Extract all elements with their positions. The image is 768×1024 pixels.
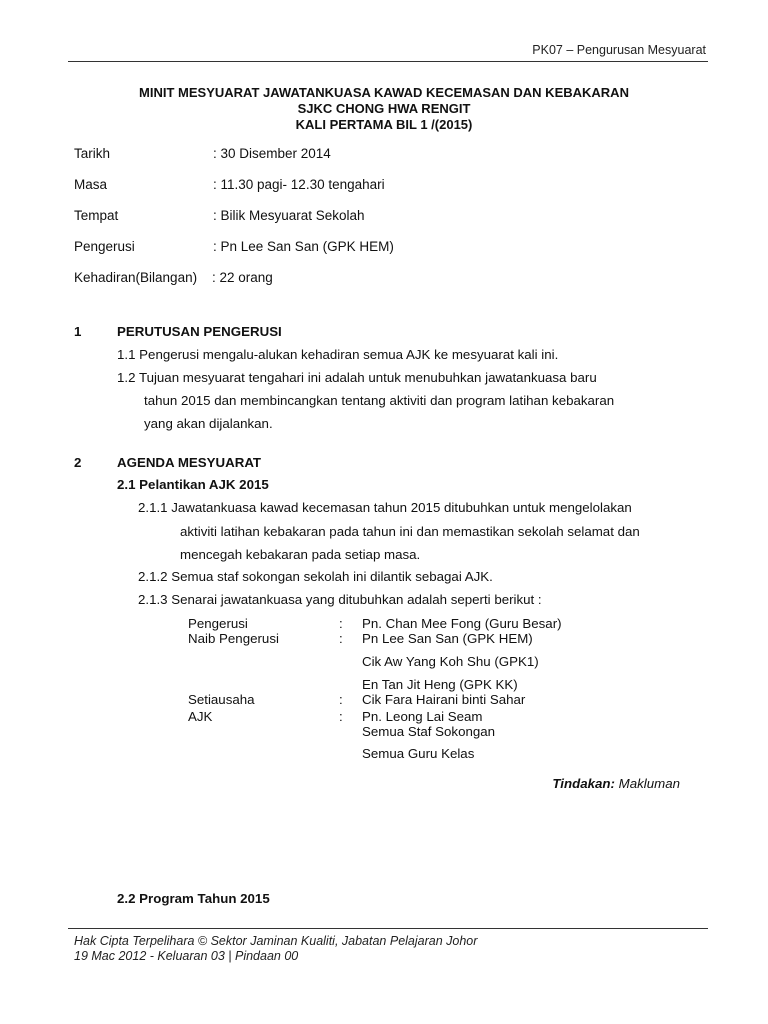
doc-title-line3: KALI PERTAMA BIL 1 /(2015) bbox=[295, 117, 473, 132]
header-rule bbox=[68, 61, 708, 62]
committee-role-pengerusi: Pengerusi bbox=[188, 616, 248, 631]
action-value: Makluman bbox=[614, 776, 680, 791]
action-label: Tindakan: bbox=[552, 776, 615, 791]
info-label-kehadiran: Kehadiran(Bilangan) bbox=[74, 270, 198, 285]
section2-heading: AGENDA MESYUARAT bbox=[117, 455, 262, 470]
committee-name-naib-2: Cik Aw Yang Koh Shu (GPK1) bbox=[362, 654, 539, 669]
footer-copyright: Hak Cipta Terpelihara © Sektor Jaminan Kualiti, Jabatan Pelajaran Johor bbox=[74, 934, 478, 948]
item-2-1-1-line1: 2.1.1 Jawatankuasa kawad kecemasan tahun 2015 ditubuhkan untuk mengelolakan bbox=[138, 500, 632, 515]
action-line bbox=[552, 776, 680, 791]
committee-colon: : bbox=[339, 709, 343, 724]
info-value-kehadiran: : 22 orang bbox=[212, 270, 273, 285]
committee-role-setiausaha: Setiausaha bbox=[188, 692, 255, 707]
info-label-pengerusi: Pengerusi bbox=[74, 239, 135, 254]
info-label-tarikh: Tarikh bbox=[74, 146, 111, 161]
section1-item-1-2-line2: tahun 2015 dan membincangkan tentang aktiviti dan program latihan kebakaran bbox=[144, 393, 615, 408]
footer-rule bbox=[68, 928, 708, 929]
doc-title-line1: MINIT MESYUARAT JAWATANKUASA KAWAD KECEMASAN DAN KEBAKARAN bbox=[139, 85, 629, 100]
committee-name-naib-3: En Tan Jit Heng (GPK KK) bbox=[362, 677, 518, 692]
footer-version: 19 Mac 2012 - Keluaran 03 | Pindaan 00 bbox=[74, 949, 299, 963]
section2-number: 2 bbox=[74, 455, 82, 470]
item-2-1-2: 2.1.2 Semua staf sokongan sekolah ini dilantik sebagai AJK. bbox=[138, 569, 493, 584]
committee-colon: : bbox=[339, 631, 343, 646]
section2-sub-heading-2-2: 2.2 Program Tahun 2015 bbox=[117, 891, 270, 906]
committee-name-naib-1: Pn Lee San San (GPK HEM) bbox=[362, 631, 533, 646]
item-2-1-3: 2.1.3 Senarai jawatankuasa yang ditubuhkan adalah seperti berikut : bbox=[138, 592, 542, 607]
section1-number: 1 bbox=[74, 324, 82, 339]
info-label-masa: Masa bbox=[74, 177, 108, 192]
section2-sub-heading-2-1: 2.1 Pelantikan AJK 2015 bbox=[117, 477, 269, 492]
section1-item-1-1: 1.1 Pengerusi mengalu-alukan kehadiran semua AJK ke mesyuarat kali ini. bbox=[117, 347, 559, 362]
committee-name-setiausaha: Cik Fara Hairani binti Sahar bbox=[362, 692, 526, 707]
info-label-tempat: Tempat bbox=[74, 208, 119, 223]
document-code: PK07 – Pengurusan Mesyuarat bbox=[532, 43, 706, 57]
committee-name-ajk-2: Semua Staf Sokongan bbox=[362, 724, 496, 739]
info-value-masa: : 11.30 pagi- 12.30 tengahari bbox=[213, 177, 385, 192]
section1-item-1-2-line1: 1.2 Tujuan mesyuarat tengahari ini adalah untuk menubuhkan jawatankuasa baru bbox=[117, 370, 597, 385]
committee-name-ajk-1: Pn. Leong Lai Seam bbox=[362, 709, 483, 724]
committee-role-naib-pengerusi: Naib Pengerusi bbox=[188, 631, 279, 646]
committee-name-pengerusi: Pn. Chan Mee Fong (Guru Besar) bbox=[362, 616, 562, 631]
committee-colon: : bbox=[339, 616, 343, 631]
doc-title-line2: SJKC CHONG HWA RENGIT bbox=[297, 101, 471, 116]
section1-item-1-2-line3: yang akan dijalankan. bbox=[144, 416, 273, 431]
item-2-1-1-line2: aktiviti latihan kebakaran pada tahun ini dan memastikan sekolah selamat dan bbox=[180, 524, 640, 539]
committee-colon: : bbox=[339, 692, 343, 707]
info-value-pengerusi: : Pn Lee San San (GPK HEM) bbox=[213, 239, 394, 254]
item-2-1-1-line3: mencegah kebakaran pada setiap masa. bbox=[180, 547, 421, 562]
section1-heading: PERUTUSAN PENGERUSI bbox=[117, 324, 282, 339]
committee-name-ajk-3: Semua Guru Kelas bbox=[362, 746, 475, 761]
committee-role-ajk: AJK bbox=[188, 709, 213, 724]
info-value-tempat: : Bilik Mesyuarat Sekolah bbox=[213, 208, 365, 223]
info-value-tarikh: : 30 Disember 2014 bbox=[213, 146, 331, 161]
